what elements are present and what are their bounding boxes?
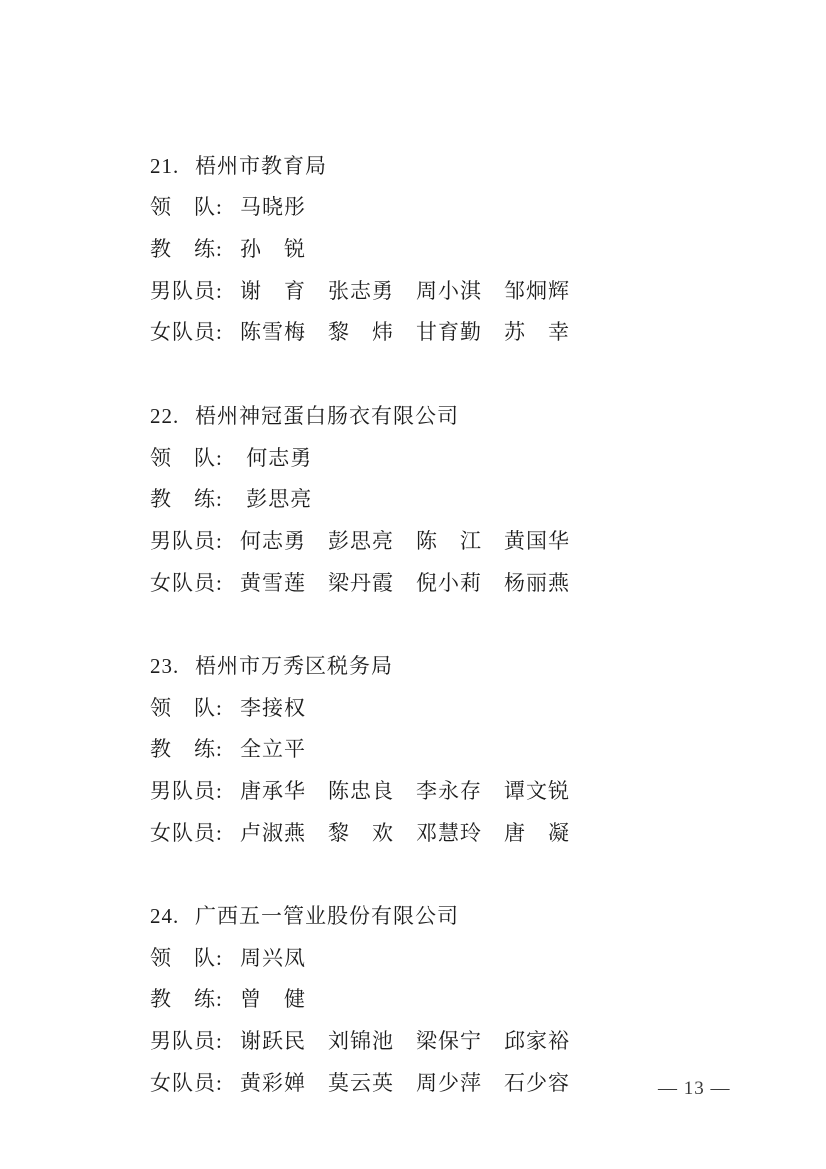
leader-name: 马晓彤 [240,195,306,220]
male-players-label: 男队员: [150,1029,223,1054]
female-players-list: 黄雪莲 梁丹霞 倪小莉 杨丽燕 [240,570,570,595]
coach-name: 彭思亮 [240,487,313,512]
page-number: — 13 — [658,1078,731,1099]
team-section-22 [100,354,740,595]
coach-name: 全立平 [240,737,306,762]
leader-name: 李接权 [240,695,306,720]
male-players-list: 谢跃民 刘锦池 梁保宁 邱家裕 [240,1029,570,1054]
team-section-23 [100,604,740,845]
coach-label: 教 练: [150,487,223,512]
coach-label: 教 练: [150,237,223,262]
leader-name: 周兴凤 [240,945,306,970]
leader-label: 领 队: [150,195,223,220]
team-heading [100,854,740,929]
female-players-label: 女队员: [150,570,223,595]
team-section-21 [100,104,740,345]
female-players-label: 女队员: [150,320,223,345]
coach-label: 教 练: [150,737,223,762]
male-players-list: 唐承华 陈忠良 李永存 谭文锐 [240,779,570,804]
male-players-label: 男队员: [150,779,223,804]
leader-name: 何志勇 [240,445,313,470]
team-heading [100,604,740,678]
team-heading [100,104,740,178]
leader-label: 领 队: [150,945,223,970]
female-players-list: 陈雪梅 黎 炜 甘育勤 苏 幸 [240,320,570,345]
team-index: 21. [150,153,180,178]
team-heading [100,354,740,428]
coach-name: 孙 锐 [240,237,306,262]
leader-label: 领 队: [150,445,223,470]
female-players-list: 卢淑燕 黎 欢 邓慧玲 唐 凝 [240,820,570,845]
male-players-list: 谢 育 张志勇 周小淇 邹炯辉 [240,278,570,303]
coach-label: 教 练: [150,987,223,1012]
team-name: 梧州市万秀区税务局 [195,653,393,678]
coach-name: 曾 健 [240,987,306,1012]
roster-content [100,104,740,1105]
male-players-label: 男队员: [150,528,223,553]
female-players-list: 黄彩婵 莫云英 周少萍 石少容 [240,1070,570,1095]
team-index: 23. [150,653,180,678]
team-index: 24. [150,904,180,929]
female-players-label: 女队员: [150,1070,223,1095]
team-name: 梧州神冠蛋白肠衣有限公司 [195,403,459,428]
team-name: 广西五一管业股份有限公司 [195,904,459,929]
team-name: 梧州市教育局 [195,153,327,178]
male-players-list: 何志勇 彭思亮 陈 江 黄国华 [240,528,570,553]
male-players-label: 男队员: [150,278,223,303]
team-index: 22. [150,403,180,428]
female-players-label: 女队员: [150,820,223,845]
leader-label: 领 队: [150,695,223,720]
